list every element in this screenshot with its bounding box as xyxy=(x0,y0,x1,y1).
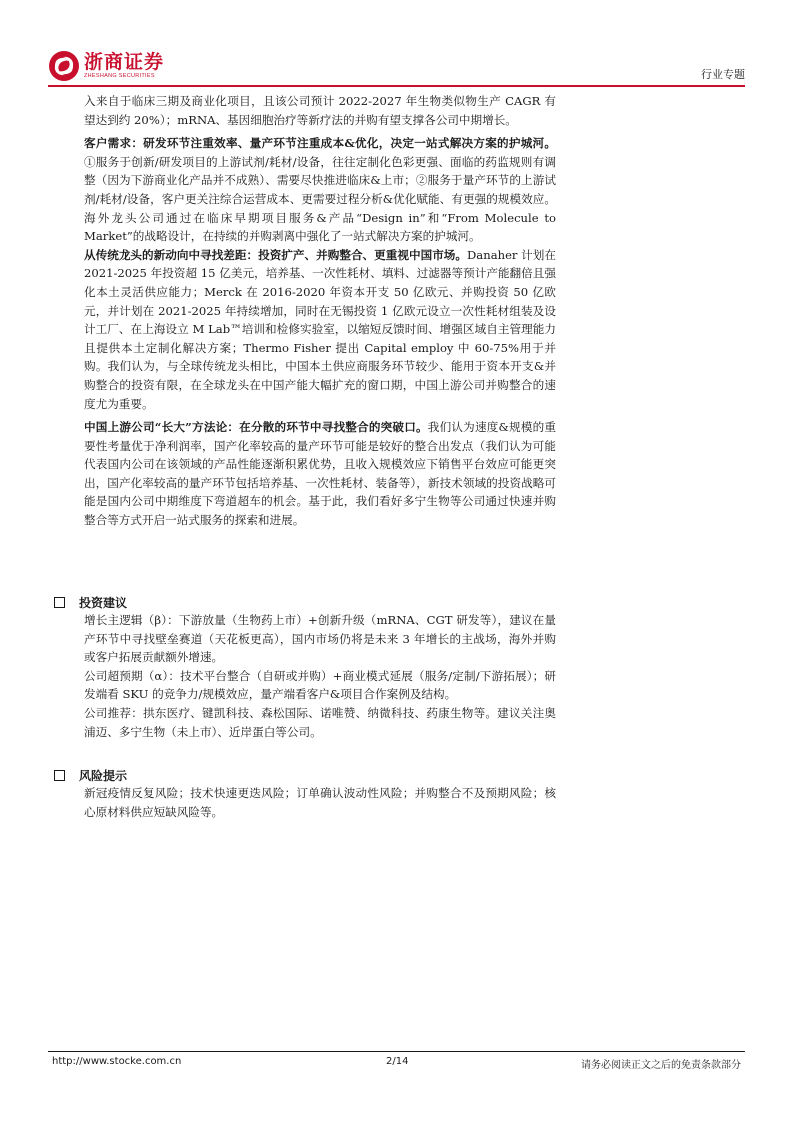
checkbox-bullet-icon xyxy=(54,597,65,608)
paragraph-heading: 从传统龙头的新动向中寻找差距：投资扩产、并购整合、更重视中国市场。 xyxy=(84,247,468,262)
paragraph-customer-demand xyxy=(84,134,556,246)
risk-section xyxy=(54,766,556,821)
paragraph-continuation: 入来自于临床三期及商业化项目，且该公司预计 2022-2027 年生物类似物生产 CAGR 有望达到约 20%）；mRNA、基因细胞治疗等新疗法的并购有望支撑各公司中期增长。 xyxy=(84,94,556,127)
logo-chinese: 浙商证券 xyxy=(84,50,165,73)
footer-divider xyxy=(48,1051,745,1052)
checkbox-bullet-icon xyxy=(54,770,65,781)
website-link[interactable]: http://www.stocke.com.cn xyxy=(52,1056,182,1067)
header-divider xyxy=(48,85,745,87)
paragraph-leaders-trend xyxy=(84,246,556,413)
zheshang-logo-icon xyxy=(48,50,80,82)
paragraph-methodology xyxy=(84,418,556,530)
paragraph-text: Danaher 计划在 2021-2025 年投资超 15 亿美元，培养基、一次性耗材、填料、过滤器等预计产能翻倍且强化本土灵活供应能力；Merck 在 2016-2020 年资本开支 50 亿欧元、并购投资 50 亿欧元，并计划在 2021-2025 年持续增加，同时在无锡投资 1 亿欧元设立一次性耗材组装及设计工厂、在上海设立 M Lab™培训和检修实验室，以缩短反馈时间、增强区域自主管理能力且提供本土定制化解决方案；Thermo Fisher 提出 Capital employ 中 60-75%用于并购。我们认为，与全球传统龙头相比，中国本土供应商服务环节较少、能用于资本开支&并购整合的投资有限，在全球龙头在中国产能大幅扩充的窗口期，中国上游公司并购整合的速度尤为重要。 xyxy=(84,247,556,411)
main-body xyxy=(84,92,556,530)
report-type-label: 行业专题 xyxy=(701,68,745,81)
paragraph-text: 我们认为速度&规模的重要性考量优于净利润率，国产化率较高的量产环节可能是较好的整合出发点（我们认为可能代表国内公司在该领域的产品性能逐渐积累优势，且收入规模效应下销售平台效应可能更突出，国产化率较高的量产环节包括培养基、一次性耗材、装备等），新技术领域的投资战略可能是国内公司中期维度下弯道超车的机会。基于此，我们看好多宁生物等公司通过快速并购整合等方式开启一站式服务的探索和进展。 xyxy=(84,420,556,528)
paragraph-risk: 新冠疫情反复风险；技术快速更迭风险；订单确认波动性风险；并购整合不及预期风险；核心原材料供应短缺风险等。 xyxy=(84,786,556,819)
investment-advice-section xyxy=(54,593,556,741)
paragraph-recommend: 公司推荐：拱东医疗、键凯科技、森松国际、诺唯赞、纳微科技、药康生物等。建议关注奥浦迈、多宁生物（未上市）、近岸蛋白等公司。 xyxy=(84,705,556,739)
paragraph-heading: 客户需求：研发环节注重效率、量产环节注重成本&优化，决定一站式解决方案的护城河。 xyxy=(84,136,556,151)
logo xyxy=(48,50,164,82)
section-title: 投资建议 xyxy=(79,595,128,610)
page-number: 2/14 xyxy=(386,1056,409,1067)
paragraph-text: ①服务于创新/研发项目的上游试剂/耗材/设备，往往定制化色彩更强、面临的药监规则有调整（因为下游商业化产品并不成熟）、需要尽快推进临床&上市；②服务于量产环节的上游试剂/耗材/设备，客户更关注综合运营成本、更需要过程分析&优化赋能、有更强的规模效应。海外龙头公司通过在临床早期项目服务&产品“Design in”和“From Molecule to Market”的战略设计，在持续的并购剥离中强化了一站式解决方案的护城河。 xyxy=(84,154,556,244)
section-title: 风险提示 xyxy=(79,768,128,783)
page-header xyxy=(48,44,745,88)
paragraph-alpha: 公司超预期（α）：技术平台整合（自研或并购）+商业模式延展（服务/定制/下游拓展）；研发端看 SKU 的竞争力/规模效应，量产端看客户&项目合作案例及结构。 xyxy=(84,668,556,702)
paragraph-growth-logic: 增长主逻辑（β）：下游放量（生物药上市）+创新升级（mRNA、CGT 研发等），建议在量产环节中寻找壁垒赛道（天花板更高），国内市场仍将是未来 3 年增长的主战场，海外并购或客户拓展贡献额外增速。 xyxy=(84,613,556,665)
disclaimer-note: 请务必阅读正文之后的免责条款部分 xyxy=(581,1060,741,1071)
logo-english: ZHESHANG SECURITIES xyxy=(84,72,155,79)
paragraph-heading: 中国上游公司“长大”方法论：在分散的环节中寻找整合的突破口。 xyxy=(84,420,428,435)
